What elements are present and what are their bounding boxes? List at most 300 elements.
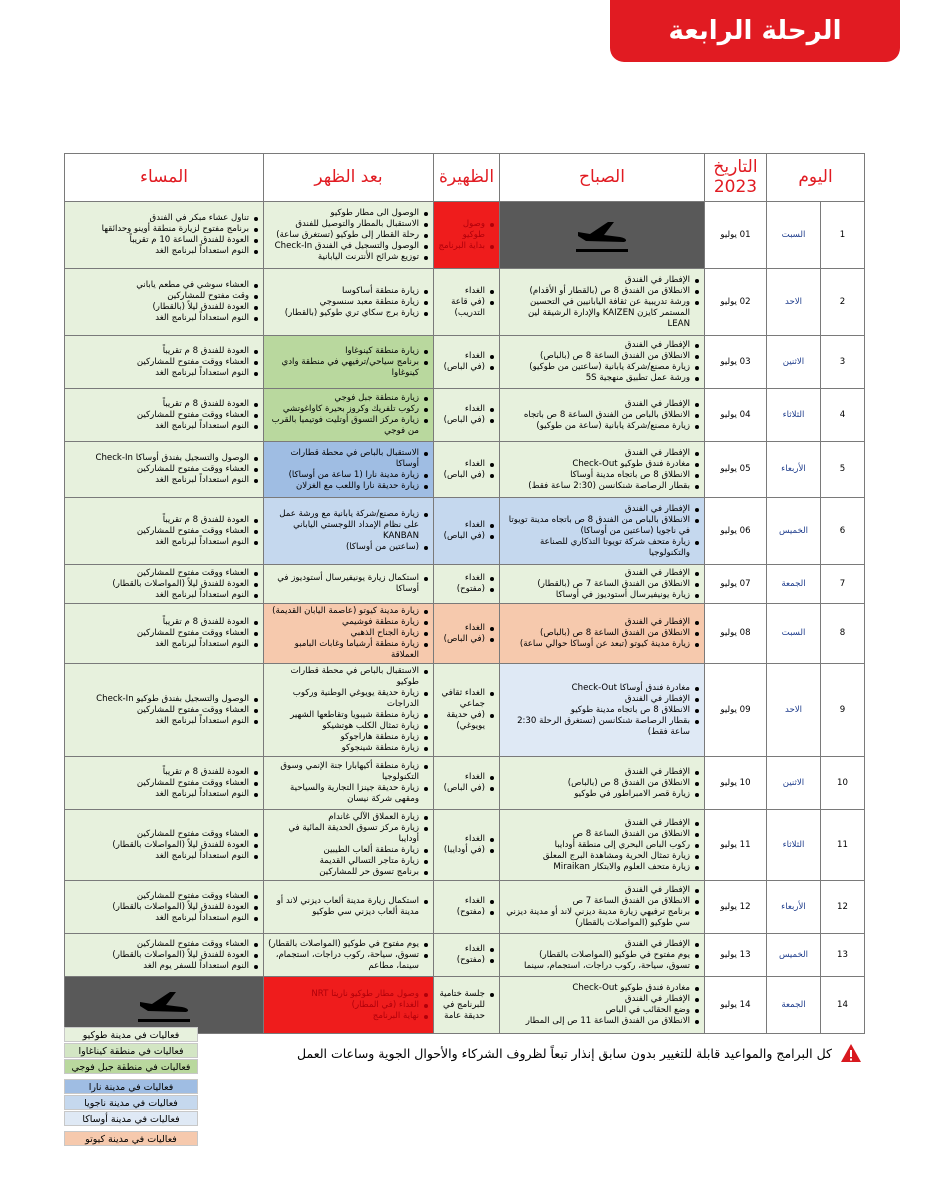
legend-item: فعاليات في مدينة نارا [64, 1079, 198, 1094]
activity-item: زيارة تمثال الكلب هوتشيكو [268, 721, 429, 732]
activity-item: العشاء ووقت مفتوح للمشاركين [69, 464, 259, 475]
activity-item: الإفطار في الفندق [504, 399, 700, 410]
activity-item: رحلة القطار إلى طوكيو (تستغرق ساعة) [268, 230, 429, 241]
warning-icon [840, 1043, 862, 1063]
afternoon-cell [264, 269, 434, 336]
day-number: 7 [821, 565, 865, 604]
date-cell: 10 يوليو [705, 757, 767, 810]
activity-item: (مفتوح) [438, 955, 495, 966]
header-morning: الصباح [500, 154, 705, 202]
activity-item: العشاء ووقت مفتوح للمشاركين [69, 357, 259, 368]
activity-item: العشاء ووقت مفتوح للمشاركين [69, 829, 259, 840]
activity-list [264, 759, 433, 807]
activity-item: الإفطار في الفندق [504, 448, 700, 459]
afternoon-cell [264, 810, 434, 881]
activity-item: الإفطار في الفندق [504, 818, 700, 829]
activity-item: (ساعتين من أوساكا) [268, 542, 429, 553]
activity-list [434, 518, 499, 544]
airplane-icon [572, 216, 632, 254]
activity-item: (في حديقة يويوغي) [438, 710, 495, 732]
afternoon-cell [264, 498, 434, 565]
noon-cell [434, 664, 500, 757]
activity-item: الاستقبال بالباص في محطة قطارات أوساكا [268, 448, 429, 470]
day-name: الخميس [767, 498, 821, 565]
activity-item: الانطلاق من الفندق الساعة 7 ص (بالقطار) [504, 579, 700, 590]
activity-item: (في الباص) [438, 783, 495, 794]
activity-item: الغداء [438, 351, 495, 362]
date-cell: 01 يوليو [705, 202, 767, 269]
day-name: الجمعة [767, 977, 821, 1034]
page-title: الرحلة الرابعة [668, 16, 842, 46]
activity-item: النوم استعداداً لبرنامج الغد [69, 639, 259, 650]
activity-item: الغداء [438, 459, 495, 470]
activity-list [500, 981, 704, 1029]
schedule-row [65, 977, 865, 1034]
activity-list [434, 621, 499, 647]
activity-item: الغداء (في المطار) [268, 1000, 429, 1011]
activity-item: العشاء ووقت مفتوح للمشاركين [69, 526, 259, 537]
activity-item: العودة للفندق 8 م تقريباً [69, 515, 259, 526]
evening-cell [65, 757, 264, 810]
day-name: الاحد [767, 269, 821, 336]
activity-item: الغداء [438, 623, 495, 634]
activity-item: العشاء ووقت مفتوح للمشاركين [69, 410, 259, 421]
activity-list [65, 278, 263, 326]
day-name: الاحد [767, 664, 821, 757]
activity-item: (مفتوح) [438, 907, 495, 918]
activity-list [500, 502, 704, 561]
activity-list [500, 937, 704, 974]
activity-item: الإفطار في الفندق [504, 568, 700, 579]
activity-list [434, 284, 499, 321]
evening-cell [65, 202, 264, 269]
legend-item: فعاليات في منطقة جبل فوجي [64, 1059, 198, 1074]
activity-item: زيارة منطقة كينوغاوا [268, 346, 429, 357]
evening-cell [65, 269, 264, 336]
schedule-row [65, 442, 865, 498]
activity-item: توزيع شرائح الأنترنت اليابانية [268, 252, 429, 263]
activity-item: زيارة منطقة أرشياما وغابات البامبو العملاقة [268, 639, 429, 661]
activity-item: زيارة مصنع/شركة يابانية (ساعتين من طوكيو) [504, 362, 700, 373]
morning-cell [500, 336, 705, 389]
day-number: 3 [821, 336, 865, 389]
activity-item: الوصول والتسجيل في الفندق Check-In [268, 241, 429, 252]
activity-list [264, 284, 433, 321]
activity-item: يوم مفتوح في طوكيو (المواصلات بالقطار) [268, 939, 429, 950]
activity-list [264, 810, 433, 880]
evening-cell [65, 336, 264, 389]
schedule-row [65, 757, 865, 810]
day-number: 13 [821, 934, 865, 977]
activity-list [434, 987, 499, 1024]
activity-list [264, 987, 433, 1024]
activity-list [65, 889, 263, 926]
day-number: 4 [821, 389, 865, 442]
date-cell: 07 يوليو [705, 565, 767, 604]
date-cell: 12 يوليو [705, 881, 767, 934]
activity-item: (في الباص) [438, 531, 495, 542]
activity-item: (في قاعة التدريب) [438, 297, 495, 319]
schedule-row [65, 498, 865, 565]
activity-item: النوم استعداداً لبرنامج الغد [69, 246, 259, 257]
afternoon-cell [264, 604, 434, 664]
activity-item: الإفطار في الفندق [504, 885, 700, 896]
noon-cell [434, 202, 500, 269]
legend-item: فعاليات في مدينة طوكيو [64, 1027, 198, 1042]
activity-item: الاستقبال بالباص في محطة قطارات طوكيو [268, 666, 429, 688]
noon-cell [434, 881, 500, 934]
activity-list [500, 566, 704, 603]
activity-list [434, 571, 499, 597]
activity-item: الانطلاق 8 ص باتجاه مدينة طوكيو [504, 705, 700, 716]
activity-item: الغداء [438, 286, 495, 297]
activity-item: الانطلاق من الفندق الساعة 11 ص إلى المطار [504, 1016, 700, 1027]
evening-cell [65, 810, 264, 881]
activity-item: زيارة مصنع/شركة يابانية (ساعة من طوكيو) [504, 421, 700, 432]
activity-item: استكمال زيارة يونيفيرسال أستوديوز في أوساكا [268, 573, 429, 595]
activity-item: الانطلاق من الفندق الساعة 8 ص (بالباص) [504, 628, 700, 639]
activity-item: مغادرة فندق طوكيو Check-Out [504, 983, 700, 994]
date-cell: 08 يوليو [705, 604, 767, 664]
date-cell: 06 يوليو [705, 498, 767, 565]
activity-item: الوصول والتسجيل بفندق أوساكا Check-In [69, 453, 259, 464]
activity-item: تسوق، سياحة، ركوب دراجات، استجمام، سينما [504, 961, 700, 972]
activity-item: الغداء [438, 520, 495, 531]
activity-item: بقطار الرصاصة شنكانسن (2:30 ساعة فقط) [504, 481, 700, 492]
evening-cell [65, 881, 264, 934]
date-cell: 03 يوليو [705, 336, 767, 389]
activity-item: نهاية البرنامج [268, 1011, 429, 1022]
day-name: الثلاثاء [767, 389, 821, 442]
activity-list [434, 894, 499, 920]
activity-item: الغداء ثقافي جماعي [438, 688, 495, 710]
activity-item: وقت مفتوح للمشاركين [69, 291, 259, 302]
activity-item: (في الباص) [438, 362, 495, 373]
day-number: 11 [821, 810, 865, 881]
airplane-icon [134, 986, 194, 1024]
activity-item: العشاء ووقت مفتوح للمشاركين [69, 628, 259, 639]
activity-item: الانطلاق من الفندق الساعة 8 ص (بالباص) [504, 351, 700, 362]
day-name: الجمعة [767, 565, 821, 604]
activity-item: الانطلاق 8 ص باتجاه مدينة أوساكا [504, 470, 700, 481]
activity-list [65, 937, 263, 974]
activity-list [65, 344, 263, 381]
activity-list [500, 883, 704, 931]
activity-item: زيارة منطقة هاراجوكو [268, 732, 429, 743]
activity-list [434, 832, 499, 858]
noon-cell [434, 336, 500, 389]
afternoon-cell [264, 202, 434, 269]
activity-item: العشاء ووقت مفتوح للمشاركين [69, 568, 259, 579]
activity-item: العشاء ووقت مفتوح للمشاركين [69, 891, 259, 902]
activity-item: العودة للفندق ليلاً (المواصلات بالقطار) [69, 950, 259, 961]
activity-item: بداية البرنامج [438, 241, 495, 252]
activity-item: زيارة حديقة نارا واللعب مع الغزلان [268, 481, 429, 492]
activity-item: العودة للفندق ليلاً (المواصلات بالقطار) [69, 579, 259, 590]
noon-cell [434, 977, 500, 1034]
afternoon-cell [264, 565, 434, 604]
evening-cell [65, 498, 264, 565]
page-title-tab [610, 0, 900, 62]
activity-item: زيارة يونيفيرسال أستوديوز في أوساكا [504, 590, 700, 601]
activity-item: العشاء سوشي في مطعم ياباني [69, 280, 259, 291]
day-name: الاثنين [767, 757, 821, 810]
date-cell: 09 يوليو [705, 664, 767, 757]
activity-item: الوصول والتسجيل بفندق طوكيو Check-In [69, 694, 259, 705]
activity-item: الإفطار في الفندق [504, 939, 700, 950]
schedule-row [65, 565, 865, 604]
activity-item: الغداء [438, 573, 495, 584]
afternoon-cell [264, 881, 434, 934]
noon-cell [434, 604, 500, 664]
morning-cell [500, 389, 705, 442]
day-name: الأربعاء [767, 442, 821, 498]
activity-item: الإفطار في الفندق [504, 275, 700, 286]
activity-item: زيارة منطقة جبل فوجي [268, 393, 429, 404]
activity-item: زيارة مدينة كيوتو (تبعد عن أوساكا حوالي ساعة) [504, 639, 700, 650]
activity-list [264, 664, 433, 756]
schedule-row [65, 604, 865, 664]
activity-item: ورشة عمل تطبيق منهجية 5S [504, 373, 700, 384]
date-cell: 14 يوليو [705, 977, 767, 1034]
schedule-row [65, 202, 865, 269]
morning-cell [500, 934, 705, 977]
afternoon-cell [264, 389, 434, 442]
morning-cell [500, 269, 705, 336]
morning-cell [500, 757, 705, 810]
schedule-table [64, 153, 865, 1034]
activity-item: الغداء [438, 772, 495, 783]
activity-item: (في الباص) [438, 634, 495, 645]
activity-item: النوم استعداداً لبرنامج الغد [69, 851, 259, 862]
activity-list [500, 816, 704, 875]
activity-item: العودة للفندق ليلاً (بالقطار) [69, 302, 259, 313]
activity-item: (في الباص) [438, 415, 495, 426]
activity-item: زيارة حديقة يويوغي الوطنية وركوب الدراجات [268, 688, 429, 710]
activity-item: زيارة قصر الامبراطور في طوكيو [504, 789, 700, 800]
header-day: اليوم [767, 154, 865, 202]
date-cell: 13 يوليو [705, 934, 767, 977]
activity-item: النوم استعداداً لبرنامج الغد [69, 789, 259, 800]
activity-list [65, 566, 263, 603]
schedule-row [65, 664, 865, 757]
activity-item: زيارة برج سكاي تري طوكيو (بالقطار) [268, 308, 429, 319]
activity-item: بقطار الرصاصة شنكانسن (تستغرق الرحلة 2:30 ساعة فقط) [504, 716, 700, 738]
activity-list [65, 513, 263, 550]
noon-cell [434, 757, 500, 810]
afternoon-cell [264, 977, 434, 1034]
activity-item: العشاء ووقت مفتوح للمشاركين [69, 705, 259, 716]
afternoon-cell [264, 336, 434, 389]
activity-item: الغداء [438, 404, 495, 415]
date-cell: 04 يوليو [705, 389, 767, 442]
evening-cell [65, 934, 264, 977]
activity-item: زيارة مركز التسوق أوتليت فوتيميا بالقرب من فوجي [268, 415, 429, 437]
activity-item: برنامج تسوق حر للمشاركين [268, 867, 429, 878]
activity-item: زيارة منطقة شيبويا وتقاطعها الشهير [268, 710, 429, 721]
activity-item: زيارة منطقة ألعاب الطيبين [268, 845, 429, 856]
day-number: 8 [821, 604, 865, 664]
activity-item: الانطلاق بالباص من الفندق الساعة 8 ص باتجاه [504, 410, 700, 421]
activity-list [434, 402, 499, 428]
activity-item: الإفطار في الفندق [504, 694, 700, 705]
noon-cell [434, 442, 500, 498]
activity-item: الوصول الى مطار طوكيو [268, 208, 429, 219]
activity-item: زيارة منطقة معبد سنسوجي [268, 297, 429, 308]
activity-item: الانطلاق من الفندق الساعة 8 ص [504, 829, 700, 840]
activity-list [65, 765, 263, 802]
activity-list [434, 217, 499, 254]
activity-item: الإفطار في الفندق [504, 767, 700, 778]
activity-list [264, 206, 433, 265]
day-name: الثلاثاء [767, 810, 821, 881]
activity-list [500, 397, 704, 434]
evening-cell [65, 389, 264, 442]
activity-item: زيارة العملاق الآلي غاندام [268, 812, 429, 823]
evening-cell [65, 565, 264, 604]
activity-item: تناول عشاء مبكر في الفندق [69, 213, 259, 224]
day-name: السبت [767, 202, 821, 269]
activity-item: زيارة مركز تسوق الحديقة المائية في أودايبا [268, 823, 429, 845]
activity-list [65, 615, 263, 652]
activity-item: الإفطار في الفندق [504, 994, 700, 1005]
legend-item: فعاليات في مدينة أوساكا [64, 1111, 198, 1126]
day-number: 14 [821, 977, 865, 1034]
day-number: 5 [821, 442, 865, 498]
activity-item: زيارة متحف شركة تويوتا التذكاري للصناعة والتكنولوجيا [504, 537, 700, 559]
activity-item: برنامج مفتوح لزيارة منطقة أوينو وحدائقها [69, 224, 259, 235]
day-name: الاثنين [767, 336, 821, 389]
schedule-row [65, 934, 865, 977]
morning-cell [500, 810, 705, 881]
morning-cell [500, 881, 705, 934]
activity-list [65, 211, 263, 259]
legend-item: فعاليات في مدينة كيوتو [64, 1131, 198, 1146]
activity-list [500, 681, 704, 740]
noon-cell [434, 810, 500, 881]
day-number: 12 [821, 881, 865, 934]
evening-cell [65, 442, 264, 498]
activity-item: (في أودايبا) [438, 845, 495, 856]
activity-item: زيارة متاجر التسالي القديمة [268, 856, 429, 867]
activity-list [500, 765, 704, 802]
activity-item: النوم استعداداً لبرنامج الغد [69, 913, 259, 924]
activity-item: الغداء [438, 944, 495, 955]
activity-item: النوم استعداداً لبرنامج الغد [69, 716, 259, 727]
activity-item: الانطلاق من الفندق 8 ص (بالباص) [504, 778, 700, 789]
activity-item: النوم استعداداً للسفر يوم الغد [69, 961, 259, 972]
activity-item: زيارة متحف العلوم والابتكار Miraikan [504, 862, 700, 873]
activity-item: الإفطار في الفندق [504, 340, 700, 351]
schedule-row [65, 389, 865, 442]
noon-cell [434, 934, 500, 977]
afternoon-cell [264, 664, 434, 757]
activity-item: الغداء [438, 834, 495, 845]
activity-list [65, 827, 263, 864]
activity-list [434, 686, 499, 734]
activity-list [500, 273, 704, 332]
activity-item: الغداء [438, 896, 495, 907]
noon-cell [434, 389, 500, 442]
day-number: 2 [821, 269, 865, 336]
activity-item: وصول طوكيو [438, 219, 495, 241]
activity-item: زيارة الجناح الذهبي [268, 628, 429, 639]
morning-cell [500, 664, 705, 757]
date-cell: 05 يوليو [705, 442, 767, 498]
activity-item: زيارة منطقة أكيهابارا جنة الإنمي وسوق التكنولوجيا [268, 761, 429, 783]
activity-list [264, 391, 433, 439]
activity-list [65, 692, 263, 729]
activity-item: الانطلاق من الفندق الساعة 7 ص [504, 896, 700, 907]
header-evening: المساء [65, 154, 264, 202]
activity-list [264, 446, 433, 494]
activity-list [434, 942, 499, 968]
day-number: 10 [821, 757, 865, 810]
schedule-row [65, 269, 865, 336]
noon-cell [434, 498, 500, 565]
activity-item: العودة للفندق 8 م تقريباً [69, 346, 259, 357]
activity-item: زيارة منطقة أساكوسا [268, 286, 429, 297]
activity-list [264, 344, 433, 381]
day-name: السبت [767, 604, 821, 664]
noon-cell [434, 269, 500, 336]
activity-item: العودة للفندق ليلاً (المواصلات بالقطار) [69, 840, 259, 851]
morning-cell [500, 442, 705, 498]
activity-item: العشاء ووقت مفتوح للمشاركين [69, 939, 259, 950]
activity-item: ركوب الباص البحري إلى منطقة أودايبا [504, 840, 700, 851]
schedule-body [65, 202, 865, 1034]
date-cell: 11 يوليو [705, 810, 767, 881]
evening-cell [65, 664, 264, 757]
activity-item: زيارة مدينة كيوتو (عاصمة اليابان القديمة) [268, 606, 429, 617]
activity-item: زيارة تمثال الحرية ومشاهدة البرج المعلق [504, 851, 700, 862]
activity-list [264, 604, 433, 663]
activity-item: العودة للفندق 8 م تقريباً [69, 767, 259, 778]
activity-list [264, 937, 433, 974]
header-noon: الظهيرة [434, 154, 500, 202]
afternoon-cell [264, 757, 434, 810]
activity-list [500, 615, 704, 652]
date-cell: 02 يوليو [705, 269, 767, 336]
activity-item: ورشة تدريبية عن ثقافة اليابانيين في التحسين المستمر كايزن KAIZEN والإدارة الرشيقة لين LEAN [504, 297, 700, 330]
noon-cell [434, 565, 500, 604]
activity-list [65, 397, 263, 434]
activity-item: مغادرة فندق طوكيو Check-Out [504, 459, 700, 470]
morning-cell [500, 565, 705, 604]
notice-text: كل البرامج والمواعيد قابلة للتغيير بدون سابق إنذار تبعاً لظروف الشركاء والأحوال الجوية وساعات العمل [297, 1045, 832, 1061]
activity-item: الإفطار في الفندق [504, 617, 700, 628]
afternoon-cell [264, 442, 434, 498]
day-number: 1 [821, 202, 865, 269]
activity-item: (مفتوح) [438, 584, 495, 595]
schedule-row [65, 810, 865, 881]
schedule-row [65, 881, 865, 934]
activity-list [500, 338, 704, 386]
activity-item: العودة للفندق الساعة 10 م تقريباً [69, 235, 259, 246]
activity-item: الانطلاق من الفندق 8 ص (بالقطار أو الأقدام) [504, 286, 700, 297]
activity-item: تسوق، سياحة، ركوب دراجات، استجمام، سينما، مطاعم [268, 950, 429, 972]
activity-list [264, 571, 433, 597]
activity-list [264, 894, 433, 920]
activity-list [434, 770, 499, 796]
header-row [65, 154, 865, 202]
activity-item: (في الباص) [438, 470, 495, 481]
activity-list [65, 451, 263, 488]
activity-item: العودة للفندق 8 م تقريباً [69, 617, 259, 628]
activity-list [264, 507, 433, 555]
afternoon-cell [264, 934, 434, 977]
activity-item: وصول مطار طوكيو ناريتا NRT [268, 989, 429, 1000]
